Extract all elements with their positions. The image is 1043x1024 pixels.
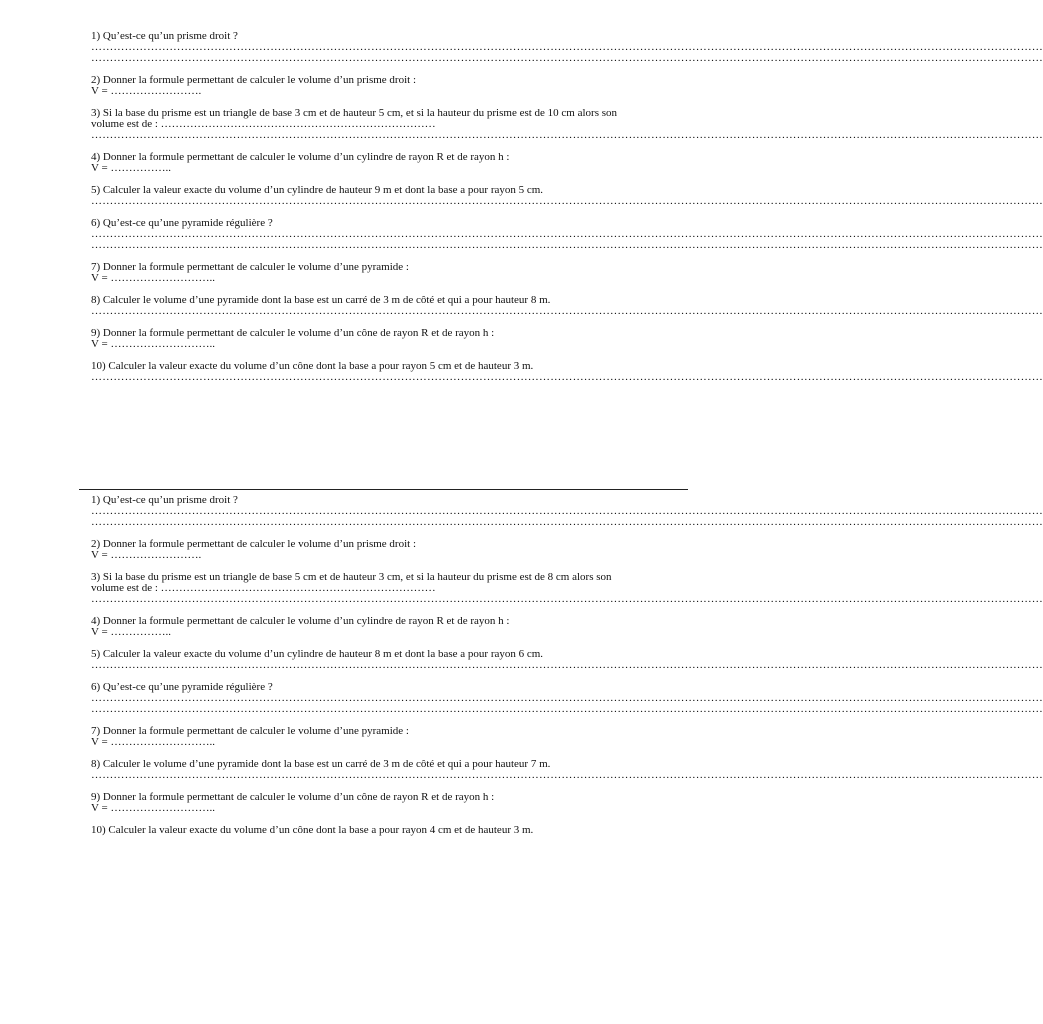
question-10: 10) Calculer la valeur exacte du volume d’un cône dont la base a pour rayon 5 cm et de hauteur 3 m. [91, 360, 534, 372]
question-8: 8) Calculer le volume d’une pyramide dont la base est un carré de 3 m de côté et qui a pour hauteur 8 m. [91, 294, 551, 306]
answer-formula[interactable]: V = ……………………….. [91, 736, 215, 748]
question-4: 4) Donner la formule permettant de calculer le volume d’un cylindre de rayon R et de rayon h : [91, 615, 510, 627]
answer-line[interactable]: ………………………………………………………………………………………………………………………………………………………………………………………………………………………………… [91, 516, 1043, 528]
question-5: 5) Calculer la valeur exacte du volume d’un cylindre de hauteur 9 m et dont la base a pour rayon 5 cm. [91, 184, 544, 196]
question-7: 7) Donner la formule permettant de calculer le volume d’une pyramide : [91, 261, 409, 273]
answer-formula[interactable]: V = …………….. [91, 626, 171, 638]
answer-formula[interactable]: V = ……………………. [91, 85, 202, 97]
answer-line[interactable]: ………………………………………………………………………………………………………………………………………………………………………………………………………………………………… [91, 41, 1043, 53]
question-9: 9) Donner la formule permettant de calculer le volume d’un cône de rayon R et de rayon h : [91, 327, 495, 339]
cut-line-divider [79, 489, 688, 490]
answer-line[interactable]: ………………………………………………………………………………………………………………………………………………………………………………………………………………………………… [91, 129, 1043, 141]
answer-line[interactable]: ………………………………………………………………………………………………………………………………………………………………………………………………………………………………… [91, 305, 1043, 317]
question-10: 10) Calculer la valeur exacte du volume d’un cône dont la base a pour rayon 4 cm et de hauteur 3 m. [91, 824, 534, 836]
answer-formula[interactable]: V = ……………………. [91, 549, 202, 561]
worksheet-version-2 [91, 494, 1043, 836]
question-7: 7) Donner la formule permettant de calculer le volume d’une pyramide : [91, 725, 409, 737]
question-3-line-2[interactable]: volume est de : ………………………………………………………………… [91, 582, 436, 594]
answer-line[interactable]: ………………………………………………………………………………………………………………………………………………………………………………………………………………………………… [91, 692, 1043, 704]
answer-line[interactable]: ………………………………………………………………………………………………………………………………………………………………………………………………………………………………… [91, 228, 1043, 240]
question-3-line-2[interactable]: volume est de : ………………………………………………………………… [91, 118, 436, 130]
question-9: 9) Donner la formule permettant de calculer le volume d’un cône de rayon R et de rayon h : [91, 791, 495, 803]
answer-formula[interactable]: V = ……………………….. [91, 272, 215, 284]
question-4: 4) Donner la formule permettant de calculer le volume d’un cylindre de rayon R et de rayon h : [91, 151, 510, 163]
answer-line[interactable]: ………………………………………………………………………………………………………………………………………………………………………………………………………………………………… [91, 52, 1043, 64]
answer-formula[interactable]: V = ……………………….. [91, 338, 215, 350]
answer-line[interactable]: ………………………………………………………………………………………………………………………………………………………………………………………………………………………………… [91, 703, 1043, 715]
question-2: 2) Donner la formule permettant de calculer le volume d’un prisme droit : [91, 538, 416, 550]
question-6: 6) Qu’est-ce qu’une pyramide régulière ? [91, 217, 273, 229]
answer-line[interactable]: ………………………………………………………………………………………………………………………………………………………………………………………………………………………………… [91, 371, 1043, 383]
question-5: 5) Calculer la valeur exacte du volume d’un cylindre de hauteur 8 m et dont la base a pour rayon 6 cm. [91, 648, 544, 660]
question-3-line-1: 3) Si la base du prisme est un triangle de base 3 cm et de hauteur 5 cm, et si la hauteur du prisme est de 10 cm alors son [91, 107, 618, 119]
question-2: 2) Donner la formule permettant de calculer le volume d’un prisme droit : [91, 74, 416, 86]
answer-line[interactable]: ………………………………………………………………………………………………………………………………………………………………………………………………………………………………… [91, 505, 1043, 517]
question-8: 8) Calculer le volume d’une pyramide dont la base est un carré de 3 m de côté et qui a pour hauteur 7 m. [91, 758, 551, 770]
answer-line[interactable]: ………………………………………………………………………………………………………………………………………………………………………………………………………………………………… [91, 659, 1043, 671]
answer-line[interactable]: ………………………………………………………………………………………………………………………………………………………………………………………………………………………………… [91, 239, 1043, 251]
worksheet-version-1 [91, 30, 1043, 383]
question-3-line-1: 3) Si la base du prisme est un triangle de base 5 cm et de hauteur 3 cm, et si la hauteur du prisme est de 8 cm alors son [91, 571, 612, 583]
answer-line[interactable]: ………………………………………………………………………………………………………………………………………………………………………………………………………………………………… [91, 769, 1043, 781]
answer-formula[interactable]: V = …………….. [91, 162, 171, 174]
question-1: 1) Qu’est-ce qu’un prisme droit ? [91, 30, 238, 42]
question-1: 1) Qu’est-ce qu’un prisme droit ? [91, 494, 238, 506]
answer-line[interactable]: ………………………………………………………………………………………………………………………………………………………………………………………………………………………………… [91, 593, 1043, 605]
answer-formula[interactable]: V = ……………………….. [91, 802, 215, 814]
answer-line[interactable]: ………………………………………………………………………………………………………………………………………………………………………………………………………………………………… [91, 195, 1043, 207]
question-6: 6) Qu’est-ce qu’une pyramide régulière ? [91, 681, 273, 693]
